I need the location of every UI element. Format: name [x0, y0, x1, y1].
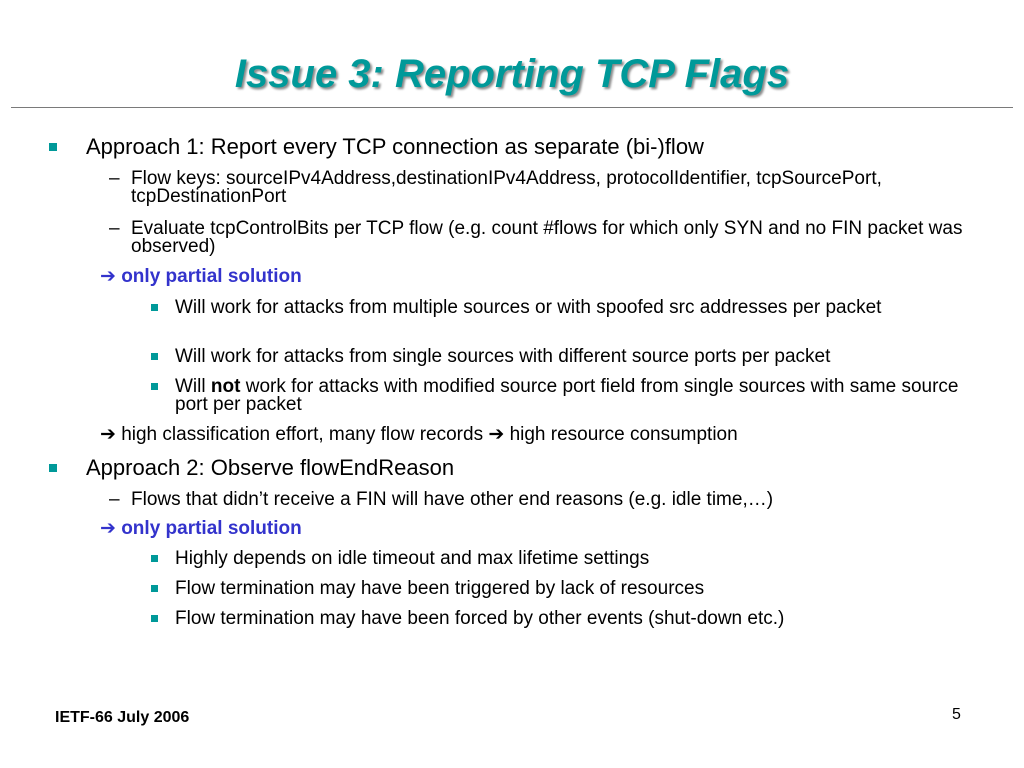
square-bullet-icon [151, 585, 158, 592]
sub-bullet-text: Will work for attacks from single sources with different source ports per packet [175, 346, 831, 367]
sub-bullet-will-not [175, 378, 985, 414]
sub-bullet-other-events [175, 610, 985, 628]
conclusion-text-1: high classification effort, many flow records [121, 424, 484, 445]
sub-bullet-lack-resources [175, 580, 985, 598]
bullet-text: Approach 1: Report every TCP connection as separate (bi-)flow [86, 134, 704, 159]
arrow-right-icon: ➔ [100, 424, 116, 445]
conclusion-text: only partial solution [121, 266, 302, 287]
square-bullet-icon [151, 304, 158, 311]
conclusion-effort [100, 424, 738, 446]
sub-item-flow-keys [109, 168, 981, 207]
bullet-approach-1 [86, 134, 704, 160]
page-number: 5 [952, 706, 961, 723]
dash-icon: – [109, 218, 120, 239]
arrow-right-icon: ➔ [100, 518, 116, 539]
square-bullet-icon [151, 383, 158, 390]
sub-bullet-text-pre: Will [175, 376, 211, 397]
conclusion-partial-1 [100, 266, 302, 288]
sub-bullet-text: Flow termination may have been triggered by lack of resources [175, 578, 705, 599]
square-bullet-icon [151, 555, 158, 562]
footer-event-label: IETF-66 July 2006 [55, 709, 190, 726]
sub-bullet-emphasis: not [210, 376, 241, 397]
sub-bullet-multiple-sources [175, 299, 985, 317]
dash-icon: – [109, 489, 120, 510]
dash-icon: – [109, 168, 120, 189]
title-divider [11, 107, 1013, 108]
conclusion-text: only partial solution [121, 518, 302, 539]
sub-item-evaluate [109, 218, 981, 257]
conclusion-partial-2 [100, 518, 302, 540]
conclusion-text-2: high resource consumption [509, 424, 738, 445]
square-bullet-icon [49, 143, 57, 151]
square-bullet-icon [151, 353, 158, 360]
sub-bullet-text: Will work for attacks from multiple sources or with spoofed src addresses per packet [175, 297, 882, 318]
sub-item-text: Evaluate tcpControlBits per TCP flow (e.g. count #flows for which only SYN and no FIN packet was observed) [131, 218, 963, 257]
slide-title: Issue 3: Reporting TCP Flags [234, 52, 790, 96]
sub-item-text: Flow keys: sourceIPv4Address,destinationIPv4Address, protocolIdentifier, tcpSourcePort, tcpDestinationPort [131, 168, 882, 207]
arrow-right-icon: ➔ [100, 266, 116, 287]
sub-bullet-text: Highly depends on idle timeout and max lifetime settings [175, 548, 650, 569]
bullet-text: Approach 2: Observe flowEndReason [86, 455, 455, 480]
sub-item-text: Flows that didn’t receive a FIN will have other end reasons (e.g. idle time,…) [131, 489, 774, 510]
sub-item-flows-fin [109, 489, 981, 510]
square-bullet-icon [151, 615, 158, 622]
square-bullet-icon [49, 464, 57, 472]
bullet-approach-2 [86, 455, 454, 481]
sub-bullet-text-post: work for attacks with modified source port field from single sources with same source port per packet [175, 376, 959, 415]
sub-bullet-text: Flow termination may have been forced by other events (shut-down etc.) [175, 608, 785, 629]
sub-bullet-idle-timeout [175, 550, 985, 568]
arrow-right-icon: ➔ [488, 424, 505, 445]
sub-bullet-single-sources [175, 348, 985, 366]
